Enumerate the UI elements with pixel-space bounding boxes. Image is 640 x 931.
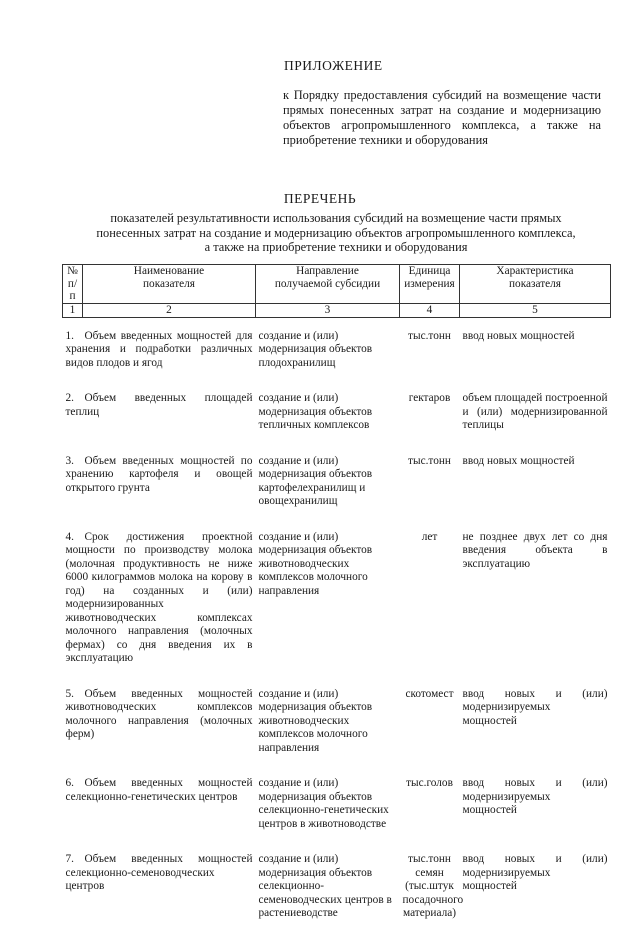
indicator-name-text: Объем введенных мощностей селекционно-семеноводческих центров (65, 853, 253, 892)
subsidy-direction: создание и (или) модернизация объектов картофелехранилищ и овощехранилищ (258, 454, 373, 507)
measurement-unit: тыс.голов (406, 777, 453, 789)
column-number: 3 (256, 303, 400, 317)
document-subtitle (62, 211, 610, 255)
table-row (63, 765, 611, 841)
header-no: № п/п (63, 265, 83, 304)
indicator-name (63, 443, 256, 519)
indicator-name (63, 317, 256, 380)
subsidy-direction: создание и (или) модернизация объектов животноводческих комплексов молочного направления (258, 530, 373, 597)
appendix-text: к Порядку предоставления субсидий на возмещение части прямых понесенных затрат на создание и модернизацию объектов агропромышленного комплекса, а также на приобретение техники и оборудования (283, 88, 601, 147)
header-unit: Единица измерения (400, 265, 460, 304)
row-number: 1. (65, 329, 74, 342)
row-number: 3. (65, 454, 74, 467)
subsidy-direction: создание и (или) модернизация объектов селекционно-семеноводческих центров в растениеводстве (258, 853, 392, 919)
column-number: 2 (83, 303, 256, 317)
measurement-unit: тыс.тонн (408, 454, 451, 467)
measurement-unit: скотомест (405, 687, 454, 700)
table-body (63, 317, 611, 931)
indicator-name-text: Объем введенных мощностей по хранению картофеля и овощей открытого грунта (65, 454, 253, 494)
header-characteristic: Характеристика показателя (460, 265, 611, 304)
indicator-characteristic: не позднее двух лет со дня введения объекта в эксплуатацию (462, 530, 608, 570)
measurement-unit: гектаров (408, 392, 451, 404)
subsidy-direction: создание и (или) модернизация объектов плодохранилищ (258, 329, 373, 369)
column-number: 1 (63, 303, 83, 317)
appendix-block (283, 58, 601, 148)
subsidy-direction: создание и (или) модернизация объектов селекционно-генетических центров в животноводстве (258, 777, 389, 830)
indicator-characteristic: ввод новых мощностей (462, 329, 575, 342)
header-direction: Направление получаемой субсидии (256, 265, 400, 304)
indicator-characteristic: ввод новых и (или) модернизируемых мощностей (462, 777, 608, 816)
table-row (63, 380, 611, 443)
subtitle-line: показателей результативности использования субсидий на возмещение части прямых (110, 211, 562, 225)
row-number: 6. (65, 777, 74, 789)
subsidy-direction: создание и (или) модернизация объектов животноводческих комплексов молочного направления (258, 687, 373, 754)
row-number: 2. (65, 392, 74, 404)
indicator-characteristic: ввод новых и (или) модернизируемых мощностей (462, 853, 608, 892)
indicator-name (63, 765, 256, 841)
subsidy-direction: создание и (или) модернизация объектов тепличных комплексов (258, 392, 373, 431)
indicator-characteristic: ввод новых мощностей (462, 454, 575, 467)
appendix-title: ПРИЛОЖЕНИЕ (284, 58, 383, 73)
subtitle-line: понесенных затрат на создание и модернизацию объектов агропромышленного комплекса, (96, 225, 576, 240)
indicator-name-text: Объем введенных мощностей животноводческих комплексов молочного направления (молочных ферм) (65, 687, 253, 740)
indicator-name (63, 676, 256, 766)
table-header-row (63, 265, 611, 304)
table-row (63, 841, 611, 931)
indicator-characteristic: ввод новых и (или) модернизируемых мощностей (462, 687, 608, 727)
column-number-row (63, 303, 611, 317)
indicators-table (62, 264, 611, 931)
column-number: 4 (400, 303, 460, 317)
row-number: 7. (65, 853, 74, 865)
measurement-unit: тыс.тонн семян (тыс.штук посадочного материала) (402, 853, 464, 919)
indicator-name (63, 841, 256, 931)
table-row (63, 519, 611, 676)
measurement-unit: тыс.тонн (408, 329, 451, 342)
row-number: 4. (65, 530, 74, 543)
indicator-name-text: Объем введенных площадей теплиц (65, 392, 253, 418)
row-number: 5. (65, 687, 74, 700)
table-row (63, 317, 611, 380)
indicator-name-text: Объем введенных мощностей селекционно-генетических центров (65, 777, 253, 803)
indicator-name (63, 380, 256, 443)
indicator-name (63, 519, 256, 676)
header-name: Наименование показателя (83, 265, 256, 304)
measurement-unit: лет (421, 530, 438, 543)
column-number: 5 (460, 303, 611, 317)
indicator-name-text: Объем введенных мощностей для хранения и подработки различных видов плодов и ягод (65, 329, 253, 369)
table-row (63, 676, 611, 766)
table-row (63, 443, 611, 519)
indicator-characteristic: объем площадей построенной и (или) модернизированной теплицы (462, 392, 608, 431)
document-title: ПЕРЕЧЕНЬ (283, 191, 357, 206)
subtitle-line: а также на приобретение техники и оборудования (204, 240, 468, 254)
indicator-name-text: Срок достижения проектной мощности по производству молока (молочная продуктивность не ниже 6000 килограммов молока на корову в год) на созданных и (или) модернизированных животноводческих комплексах молочного направления (молочных фермах) со дня введения их в эксплуатацию (65, 530, 253, 664)
